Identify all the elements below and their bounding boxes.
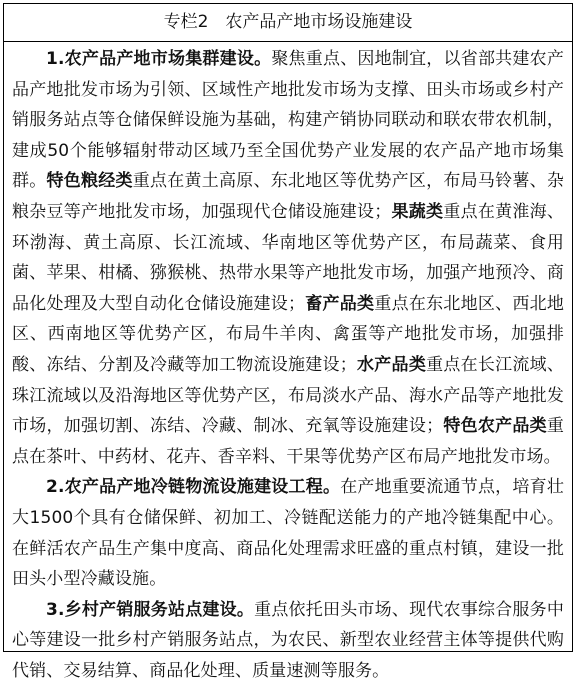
label-livestock: 畜产品类 xyxy=(305,293,375,314)
label-fruit: 果蔬类 xyxy=(391,201,444,222)
heading-market-cluster: 1.农产品产地市场集群建设。 xyxy=(46,49,272,69)
text-fruit: 重点在黄淮海、环渤海、黄土高原、长江流域、华南地区等优势产区，布局蔬菜、食用菌、苹果、柑橘、猕猴桃、热带水果等产地批发市场，加强产地预冷、商品化处理及大型自动化仓储设施建设； xyxy=(12,201,564,314)
text-livestock: 重点在东北地区、西北地区、西南地区等优势产区，布局牛羊肉、禽蛋等产地批发市场，加强排酸、冻结、分割及冷藏等加工物流设施建设； xyxy=(12,293,564,375)
paragraph-cold-chain xyxy=(12,472,564,594)
text-aquatic: 重点在长江流域、珠江流域以及沿海地区等优势产区，布局淡水产品、海水产品等产地批发市场，加强切割、冻结、冷藏、制冰、充氧等设施建设； xyxy=(12,354,564,437)
text-grain: 重点在黄土高原、东北地区等优势产区，布局马铃薯、杂粮杂豆等产地批发市场，加强现代仓储设施建设； xyxy=(12,171,564,222)
label-special: 特色农产品类 xyxy=(443,416,547,437)
text-special: 重点在茶叶、中药材、花卉、香辛料、干果等优势产区布局产地批发市场。 xyxy=(12,416,564,467)
paragraph-market-cluster xyxy=(12,44,564,472)
heading-service-station: 3.乡村产销服务站点建设。 xyxy=(46,599,255,620)
column-content xyxy=(4,42,572,686)
column-title: 专栏2 农产品产地市场设施建设 xyxy=(4,4,572,42)
column-box xyxy=(3,3,573,681)
text-cold-chain: 在产地重要流通节点，培育壮大1500个具有仓储保鲜、初加工、冷链配送能力的产地冷链集配中心。在鲜活农产品生产集中度高、商品化处理需求旺盛的重点村镇，建设一批田头小型冷藏设施。 xyxy=(12,477,564,590)
text-service-station: 重点依托田头市场、现代农事综合服务中心等建设一批乡村产销服务站点，为农民、新型农业经营主体等提供代购代销、交易结算、商品化处理、质量速测等服务。 xyxy=(12,599,564,681)
intro-text: 聚焦重点、因地制宜，以省部共建农产品产地批发市场为引领、区域性产地批发市场为支撑、田头市场或乡村产销服务站点等仓储保鲜设施为基础，构建产销协同联动和联农带农机制，建成50个能够辐射带动区域乃至全国优势产业发展的农产品产地市场集群。 xyxy=(12,49,564,192)
label-aquatic: 水产品类 xyxy=(356,354,427,375)
paragraph-service-station xyxy=(12,595,564,686)
heading-cold-chain: 2.农产品产地冷链物流设施建设工程。 xyxy=(46,477,341,498)
label-grain: 特色粮经类 xyxy=(46,171,133,192)
